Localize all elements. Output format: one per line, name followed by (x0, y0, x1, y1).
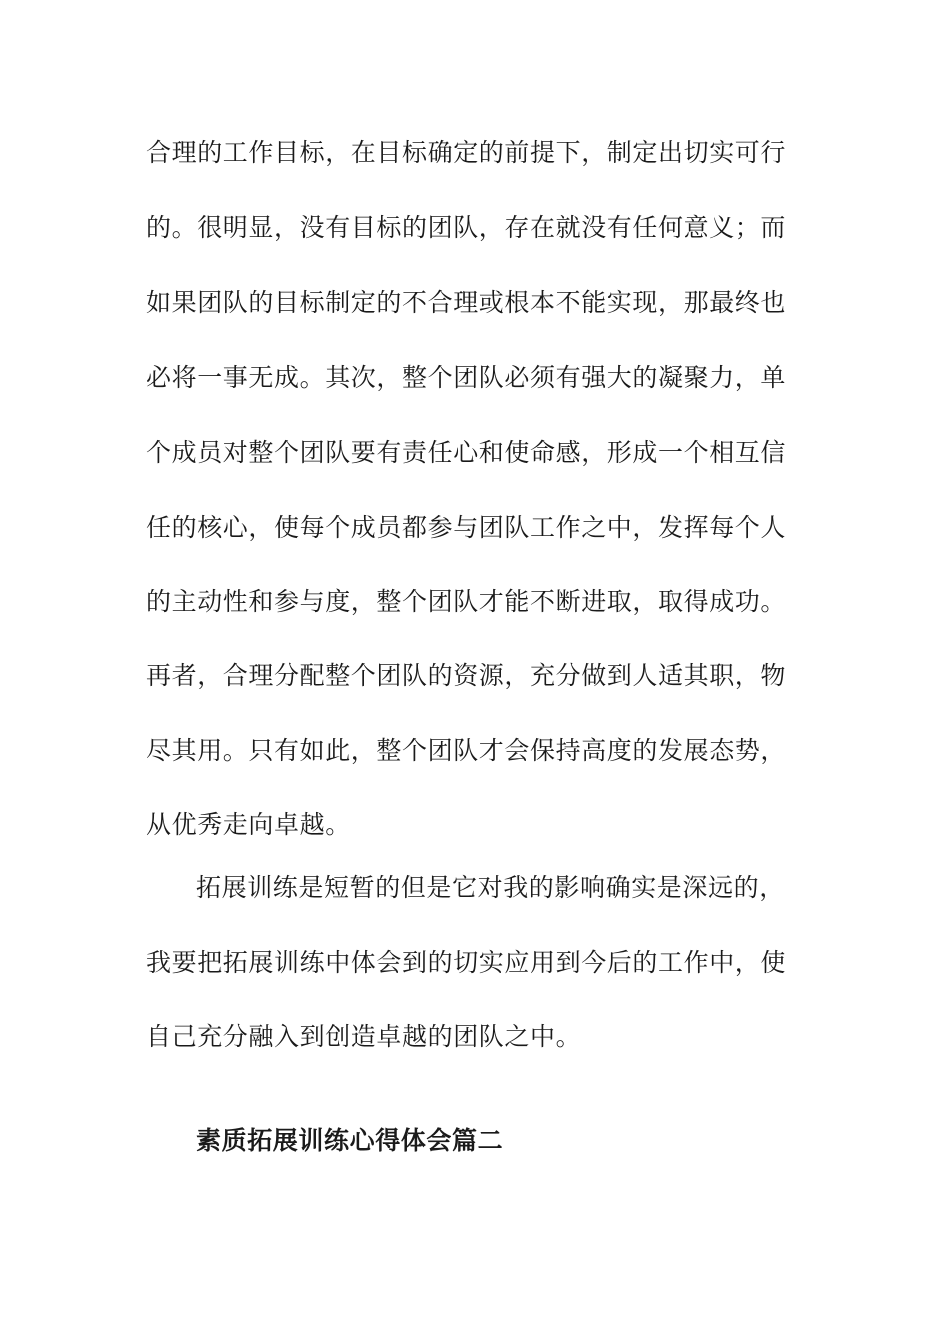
paragraph-line: 拓展训练是短暂的但是它对我的影响确实是深远的， (196, 873, 785, 902)
section-heading: 素质拓展训练心得体会篇二 (196, 1126, 504, 1155)
paragraph-line: 从优秀走向卓越。 (146, 810, 351, 839)
paragraph-line: 任的核心，使每个成员都参与团队工作之中，发挥每个人 (146, 513, 787, 542)
paragraph-line: 个成员对整个团队要有责任心和使命感，形成一个相互信 (146, 438, 787, 467)
paragraph-line: 尽其用。只有如此，整个团队才会保持高度的发展态势， (146, 736, 787, 765)
paragraph-line: 必将一事无成。其次，整个团队必须有强大的凝聚力，单 (146, 363, 787, 392)
paragraph-line: 再者，合理分配整个团队的资源，充分做到人适其职，物 (146, 661, 787, 690)
paragraph-line: 的。很明显，没有目标的团队，存在就没有任何意义；而 (146, 213, 787, 242)
paragraph-line: 合理的工作目标，在目标确定的前提下，制定出切实可行 (146, 138, 787, 167)
paragraph-line: 的主动性和参与度，整个团队才能不断进取，取得成功。 (146, 587, 787, 616)
paragraph-line: 我要把拓展训练中体会到的切实应用到今后的工作中，使 (146, 948, 787, 977)
paragraph-line: 自己充分融入到创造卓越的团队之中。 (146, 1022, 582, 1051)
paragraph-line: 如果团队的目标制定的不合理或根本不能实现，那最终也 (146, 288, 787, 317)
